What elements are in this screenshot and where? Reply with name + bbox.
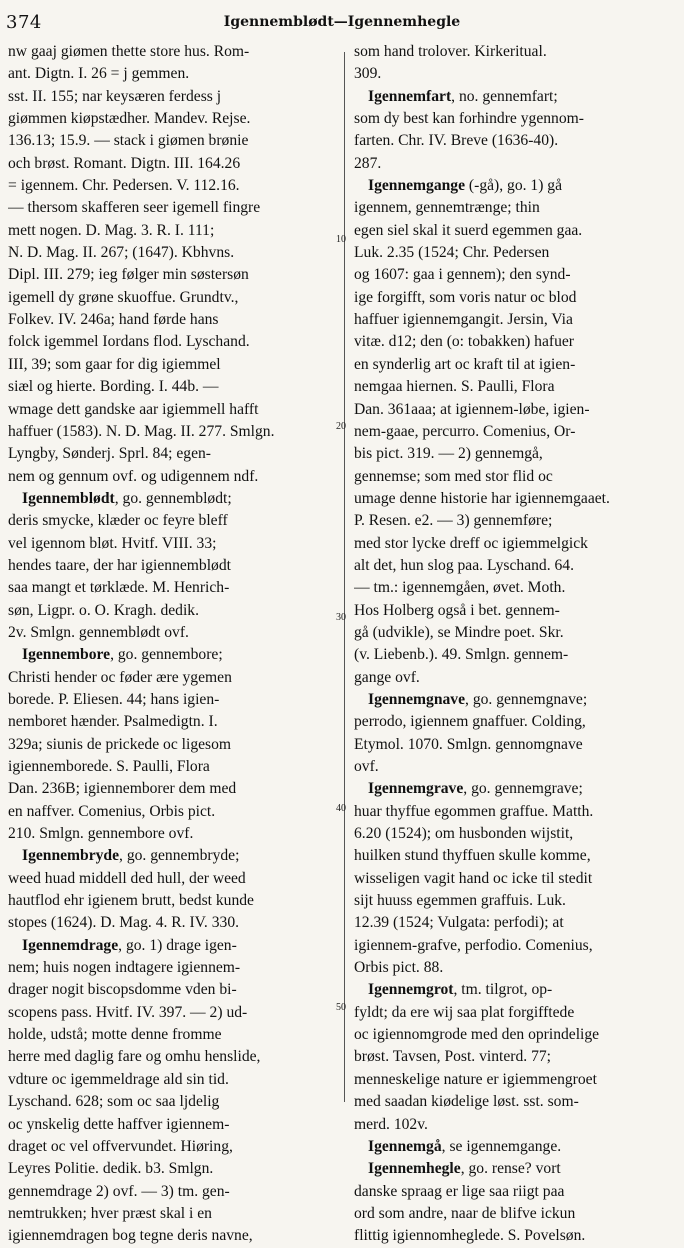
headword: Igennemfart: [368, 87, 452, 105]
column-divider: [344, 52, 345, 1102]
text-line: fyldt; da ere wij saa plat forgifftede: [354, 1003, 575, 1021]
text-line: 136.13; 15.9. — stack i giømen brønie: [8, 132, 249, 150]
margin-line-number: 40: [336, 803, 346, 814]
text-line: igiennemborede. S. Paulli, Flora: [8, 758, 210, 775]
text-line: gange ovf.: [354, 668, 420, 686]
text-line: folck igemmel Iordans flod. Lyschand.: [8, 333, 250, 351]
text-line: Leyres Politie. dedik. b3. Smlgn.: [8, 1160, 214, 1178]
headword: Igennemgå: [368, 1137, 442, 1155]
text-line: wmage dett gandske aar igiemmell hafft: [8, 400, 259, 418]
text-line: Igennemgnave, go. gennemgnave;: [368, 690, 588, 708]
text-line: sijt huuss egemmen graffuis. Luk.: [354, 892, 566, 910]
text-line: og 1607: gaa i gennem); den synd-: [354, 266, 571, 284]
text-line: bis pict. 319. — 2) gennemgå,: [354, 445, 543, 463]
text-line: 6.20 (1524); om husbonden wijstit,: [354, 825, 574, 843]
text-line: en synderlig art oc kraft til at igien-: [354, 355, 576, 373]
text-line: huilken stund thyffuen skulle komme,: [354, 847, 591, 865]
text-line: Igennemhegle, go. rense? vort: [368, 1160, 561, 1178]
text-line: ord som andre, naar de blifve ickun: [354, 1204, 576, 1222]
text-line: igiennem-grafve, perfodio. Comenius,: [354, 936, 593, 954]
text-line: nem-gaae, percurro. Comenius, Or-: [354, 422, 576, 440]
text-line: huar thyffue egommen graffue. Matth.: [354, 802, 594, 820]
headword: Igennembore: [22, 646, 111, 664]
text-line: giømmen kiøpstædher. Mandev. Rejse.: [8, 110, 251, 128]
text-line: nemtrukken; hver præst skal i en: [8, 1204, 212, 1222]
text-line: nw gaaj giømen thette store hus. Rom-: [8, 43, 250, 60]
page-header: [0, 0, 684, 40]
text-line: (v. Liebenb.). 49. Smlgn. gennem-: [354, 646, 569, 664]
text-line: 329a; siunis de prickede oc ligesom: [8, 735, 232, 753]
text-line: Luk. 2.35 (1524; Chr. Pedersen: [354, 244, 550, 262]
text-line: Igennemgå, se igennemgange.: [368, 1137, 562, 1155]
text-line: 12.39 (1524; Vulgata: perfodi); at: [354, 914, 564, 932]
text-line: stopes (1624). D. Mag. 4. R. IV. 330.: [8, 914, 240, 932]
text-line: N. D. Mag. II. 267; (1647). Kbhvns.: [8, 244, 235, 262]
headword: Igennemgnave: [368, 690, 466, 708]
margin-line-number: 30: [336, 612, 346, 623]
text-line: hautflod ehr igienem brutt, bedst kunde: [8, 892, 254, 910]
text-line: holde, udstå; motte denne fromme: [8, 1026, 222, 1044]
text-line: en naffver. Comenius, Orbis pict.: [8, 802, 216, 820]
headword: Igennemhegle: [368, 1160, 461, 1178]
text-line: mett nogen. D. Mag. 3. R. I. 111;: [8, 221, 215, 239]
text-line: nemgaa hiernen. S. Paulli, Flora: [354, 378, 555, 396]
text-line: farten. Chr. IV. Breve (1636-40).: [354, 132, 559, 150]
text-line: nemboret hænder. Psalmedigtn. I.: [8, 713, 218, 731]
text-line: vel igennom bløt. Hvitf. VIII. 33;: [8, 534, 217, 552]
text-line: nem; huis nogen indtagere igiennem-: [8, 959, 241, 977]
text-line: 287.: [354, 154, 382, 172]
text-line: borede. P. Eliesen. 44; hans igien-: [8, 690, 220, 708]
text-line: draget oc vel offvervundet. Hiøring,: [8, 1137, 233, 1155]
text-line: umage denne historie har igiennemgaaet.: [354, 489, 610, 507]
text-line: søn, Ligpr. o. O. Kragh. dedik.: [8, 601, 200, 619]
right-column: [354, 41, 676, 1245]
text-line: vitæ. d12; den (o: tobakken) hafuer: [354, 333, 574, 351]
headword: Igennemgange: [368, 177, 466, 195]
text-line: egen siel skal it suerd egemmen gaa.: [354, 221, 583, 239]
text-line: — thersom skafferen seer igemell fingre: [8, 199, 261, 217]
text-line: Lyschand. 628; som oc saa ljdelig: [8, 1093, 220, 1111]
margin-line-number: 50: [336, 1002, 346, 1013]
text-line: sst. II. 155; nar keysæren ferdess j: [8, 87, 222, 105]
text-line: och brøst. Romant. Digtn. III. 164.26: [8, 154, 241, 172]
text-line: vdture oc igemmeldrage ald sin tid.: [8, 1070, 229, 1088]
text-line: igennem, gennemtrænge; thin: [354, 199, 540, 217]
text-line: Dan. 361aaa; at igiennem-løbe, igien-: [354, 400, 590, 418]
text-line: ant. Digtn. I. 26 = j gemmen.: [8, 65, 190, 83]
page-number: 374: [6, 12, 42, 33]
text-line: saa mangt et tørklæde. M. Henrich-: [8, 579, 230, 597]
margin-line-number: 20: [336, 421, 346, 432]
text-line: 309.: [354, 65, 382, 83]
text-line: igiennemdragen bog tegne deris navne,: [8, 1227, 253, 1245]
text-line: Dan. 236B; igiennemborer dem med: [8, 780, 237, 798]
text-line: Orbis pict. 88.: [354, 959, 444, 977]
text-line: igemell dy grøne skuoffue. Grundtv.,: [8, 288, 239, 306]
text-line: = igennem. Chr. Pedersen. V. 112.16.: [8, 177, 240, 195]
text-line: 210. Smlgn. gennembore ovf.: [8, 825, 194, 843]
text-line: perrodo, igiennem gnaffuer. Colding,: [354, 713, 586, 731]
text-line: Igennemgrave, go. gennemgrave;: [368, 780, 583, 798]
text-line: som dy best kan forhindre ygennom-: [354, 110, 584, 128]
text-line: merd. 102v.: [354, 1115, 428, 1133]
headword: Igennembryde: [22, 847, 120, 865]
text-line: drager nogit biscopsdomme vden bi-: [8, 981, 237, 999]
text-line: oc igiennomgrode med den oprindelige: [354, 1026, 600, 1044]
text-line: Christi hender oc føder ære ygemen: [8, 668, 232, 686]
text-line: Igennembryde, go. gennembryde;: [22, 847, 240, 865]
text-line: Igennemgange (-gå), go. 1) gå: [368, 177, 563, 195]
text-line: 2v. Smlgn. gennemblødt ovf.: [8, 623, 189, 641]
text-line: P. Resen. e2. — 3) gennemføre;: [354, 512, 553, 530]
text-line: oc ynskelig dette haffver igiennem-: [8, 1115, 230, 1133]
left-column: [8, 41, 334, 1245]
text-line: hendes taare, der har igiennemblødt: [8, 556, 231, 574]
text-line: ovf.: [354, 758, 379, 775]
text-line: III, 39; som gaar for dig igiemmel: [8, 355, 221, 373]
text-line: gennemdrage 2) ovf. — 3) tm. gen-: [8, 1182, 230, 1200]
text-line: Igennemblødt, go. gennemblødt;: [22, 489, 232, 507]
headword: Igennemgrot: [368, 981, 454, 999]
text-line: scopens pass. Hvitf. IV. 397. — 2) ud-: [8, 1003, 248, 1021]
text-line: Folkev. IV. 246a; hand førde hans: [8, 311, 219, 329]
text-line: gå (udvikle), se Mindre poet. Skr.: [354, 623, 564, 641]
text-line: Igennemfart, no. gennemfart;: [368, 87, 558, 105]
text-line: Igennemgrot, tm. tilgrot, op-: [368, 981, 553, 999]
text-line: siæl og hierte. Bording. I. 44b. —: [8, 378, 219, 396]
headword: Igennemdrage: [22, 936, 119, 954]
text-line: gennemse; som med stor flid oc: [354, 467, 553, 485]
text-line: haffuer (1583). N. D. Mag. II. 277. Smlgn.: [8, 422, 275, 440]
text-line: Igennembore, go. gennembore;: [22, 646, 223, 664]
text-line: med saadan kiødelige løst. sst. som-: [354, 1093, 579, 1111]
headword: Igennemgrave: [368, 780, 464, 798]
text-line: Dipl. III. 279; ieg følger min søstersøn: [8, 266, 249, 284]
text-line: weed huad middell ded hull, der weed: [8, 869, 246, 887]
running-head: Igennemblødt—Igennemhegle: [223, 14, 461, 30]
text-line: flittig igiennomheglede. S. Povelsøn.: [354, 1227, 586, 1245]
text-line: Hos Holberg også i bet. gennem-: [354, 601, 560, 619]
text-line: deris smycke, klæder oc feyre bleff: [8, 512, 228, 530]
text-line: — tm.: igennemgåen, øvet. Moth.: [354, 579, 566, 597]
text-line: wisseligen vagit hand oc icke til stedit: [354, 869, 593, 887]
text-line: som hand trolover. Kirkeritual.: [354, 43, 547, 60]
text-line: brøst. Tavsen, Post. vinterd. 77;: [354, 1048, 551, 1066]
text-line: alt det, hun slog paa. Lyschand. 64.: [354, 556, 575, 574]
text-line: Lyngby, Sønderj. Sprl. 84; egen-: [8, 445, 211, 463]
headword: Igennemblødt: [22, 489, 115, 507]
text-line: menneskelige nature er igiemmengroet: [354, 1070, 597, 1088]
text-line: danske spraag er lige saa riigt paa: [354, 1182, 565, 1200]
text-line: haffuer igiennemgangit. Jersin, Via: [354, 311, 573, 329]
text-line: Igennemdrage, go. 1) drage igen-: [22, 936, 237, 954]
margin-line-number: 10: [336, 234, 346, 245]
text-line: Etymol. 1070. Smlgn. gennomgnave: [354, 735, 583, 753]
text-line: ige forgifft, som voris natur oc blod: [354, 288, 577, 306]
text-line: nem og gennum ovf. og udigennem ndf.: [8, 467, 259, 485]
text-line: med stor lycke dreff oc igiemmelgick: [354, 534, 588, 552]
text-line: herre med daglig fare og omhu henslide,: [8, 1048, 261, 1066]
